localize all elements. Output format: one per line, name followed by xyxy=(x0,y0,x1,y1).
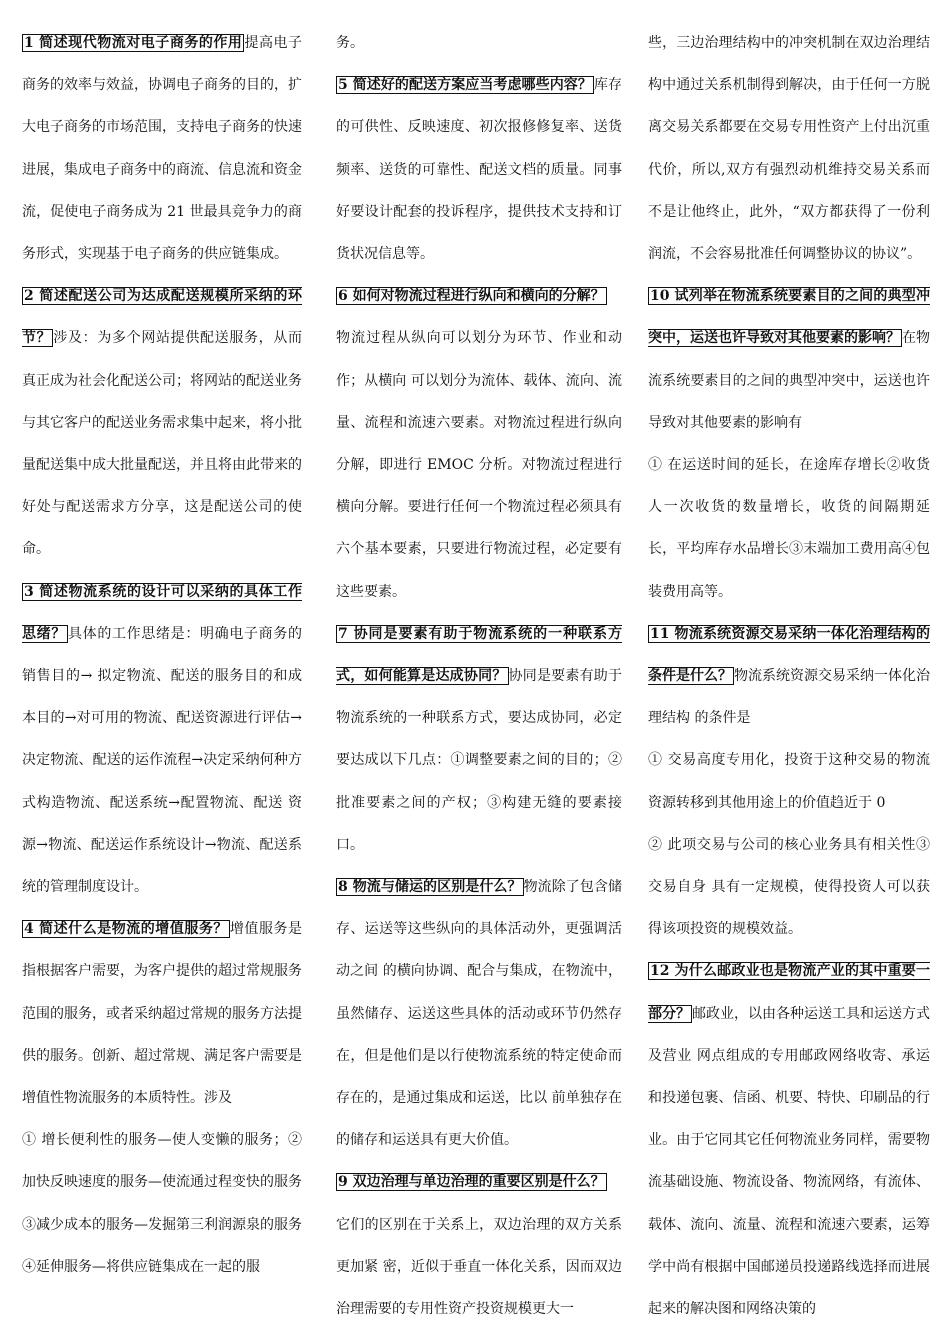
answer-text: 协同是要素有助于物流系统的一种联系方式，要达成协同，必定要达成以下几点：①调整要素之间的目的；②批准要素之间的产权；③构建无缝的要素接口。 xyxy=(336,668,623,853)
answer-text: 在物流系统要素目的之间的典型冲突中，运送也许导致对其他要素的影响有 xyxy=(648,330,930,431)
answer-text: 提高电子商务的效率与效益，协调电子商务的目的，扩大电子商务的市场范围，支持电子商务的快速进展，集成电子商务中的商流、信息流和资金流，促使电子商务成为 21 世最具竞争力的商务形式，实现基于电子商务的供应链集成。 xyxy=(22,35,302,263)
question-title: 10 试列举在物流系统要素目的之间的典型冲突中，运送也许导致对其他要素的影响？ xyxy=(648,288,930,347)
answer-text: 物流过程从纵向可以划分为环节、作业和动作；从横向 可以划分为流体、载体、流向、流量、流程和流速六要素。对物流过程进行纵向分解，即进行 EMOC 分析。对物流过程进行横向分解。要进行任何一个物流过程必须具有六个基本要素，只要进行物流过程，必定要有这些要素。 xyxy=(336,330,622,600)
question-title: 1 简述现代物流对电子商务的作用 xyxy=(24,35,243,51)
answer-list: ① 增长便利性的服务—使人变懒的服务；② 加快反映速度的服务—使流通过程变快的服务③减少成本的服务—发掘第三利润源泉的服务④延伸服务—将供应链集成在一起的服 xyxy=(22,1132,302,1275)
qa-item xyxy=(648,950,930,1330)
question-title: 7 协同是要素有助于物流系统的一种联系方式，如何能算是达成协同？ xyxy=(336,625,622,685)
answer-text: 些，三边治理结构中的冲突机制在双边治理结构中通过关系机制得到解决，由于任何一方脱离交易关系都要在交易专用性资产上付出沉重代价，所以,双方有强烈动机维持交易关系而不是让他终止，此外，“双方都获得了一份利润流，不会容易批准任何调整协议的协议”。 xyxy=(648,35,930,263)
answer-text: 务。 xyxy=(336,35,364,51)
question-title: 6 如何对物流过程进行纵向和横向的分解？ xyxy=(338,288,605,305)
answer-list: ① 交易高度专用化，投资于这种交易的物流资源转移到其他用途上的价值趋近于 0 xyxy=(648,752,930,811)
question-title: 4 简述什么是物流的增值服务？ xyxy=(24,921,228,938)
question-title: 8 物流与储运的区别是什么？ xyxy=(338,879,522,896)
qa-item xyxy=(336,866,622,1161)
answer-list: ② 此项交易与公司的核心业务具有相关性③交易自身 具有一定规模，使得投资人可以获得该项投资的规模效益。 xyxy=(648,836,930,938)
qa-item xyxy=(648,275,930,444)
question-title: 2 简述配送公司为达成配送规模所采纳的环节？ xyxy=(22,288,302,347)
column-3 xyxy=(648,22,930,1330)
question-title: 11 物流系统资源交易采纳一体化治理结构的条件是什么？ xyxy=(648,625,930,685)
qa-item xyxy=(22,22,302,275)
answer-text: 库存的可供性、反映速度、初次报修修复率、送货频率、送货的可靠性、配送文档的质量。同事好要设计配套的投诉程序，提供技术支持和订货状况信息等。 xyxy=(336,77,622,263)
qa-item xyxy=(336,1161,622,1203)
question-title: 12 为什么邮政业也是物流产业的其中重要一部分？ xyxy=(648,963,930,1022)
qa-item xyxy=(336,64,622,275)
qa-item xyxy=(336,275,622,317)
question-title: 3 简述物流系统的设计可以采纳的具体工作思绪？ xyxy=(22,583,302,642)
column-1 xyxy=(22,22,302,1288)
question-title: 9 双边治理与单边治理的重要区别是什么？ xyxy=(338,1174,605,1191)
answer-text: 它们的区别在于关系上，双边治理的双方关系更加紧 密，近似于垂直一体化关系，因而双边治理需要的专用性资产投资规模更大一 xyxy=(336,1216,622,1318)
qa-item xyxy=(22,571,302,909)
column-2 xyxy=(336,22,622,1330)
answer-text: 邮政业，以由各种运送工具和运送方式及营业 网点组成的专用邮政网络收寄、承运和投递包裹、信函、机要、特快、印刷品的行业。由于它同其它任何物流业务同样，需要物流基础设施、物流设备、物流网络，有流体、载体、流向、流量、流程和流速六要素，运筹学中尚有根据中国邮递员投递路线选择而进展起来的解决图和网络决策的 xyxy=(648,1005,930,1318)
answer-text: 物流除了包含储存、运送等这些纵向的具体活动外，更强调活动之间 的横向协调、配合与集成，在物流中，虽然储存、运送这些具体的活动或环节仍然存在，但是他们是以行使物流系统的特定使命而存在的，是通过集成和运送，比以 前单独存在的储存和运送具有更大价值。 xyxy=(336,879,622,1149)
answer-text: 具体的工作思绪是：明确电子商务的销售目的→ 拟定物流、配送的服务目的和成本目的→对可用的物流、配送资源进行评估→决定物流、配送的运作流程→决定采纳何种方式构造物流、配送系统→配置物流、配送 资源→物流、配送运作系统设计→物流、配送系统的管理制度设计。 xyxy=(22,625,302,896)
answer-text: 物流系统资源交易采纳一体化治理结构 的条件是 xyxy=(648,668,930,727)
answer-text: 涉及：为多个网站提供配送服务，从而真正成为社会化配送公司；将网站的配送业务与其它客户的配送业务需求集中起来，将小批量配送集中成大批量配送，并且将由此带来的好处与配送需求方分享，这是配送公司的使命。 xyxy=(22,330,303,558)
qa-item xyxy=(22,275,302,570)
qa-item xyxy=(336,613,622,866)
question-title: 5 简述好的配送方案应当考虑哪些内容？ xyxy=(338,77,592,94)
qa-item xyxy=(22,908,302,1119)
answer-text: 增值服务是指根据客户需要，为客户提供的超过常规服务范围的服务，或者采纳超过常规的服务方法提供的服务。创新、超过常规、满足客户需要是增值性物流服务的本质特性。涉及 xyxy=(22,921,302,1107)
qa-item xyxy=(648,613,930,740)
answer-list: ① 在运送时间的延长，在途库存增长②收货人一次收货的数量增长，收货的间隔期延 长，平均库存水品增长③末端加工费用高④包装费用高等。 xyxy=(648,457,930,600)
